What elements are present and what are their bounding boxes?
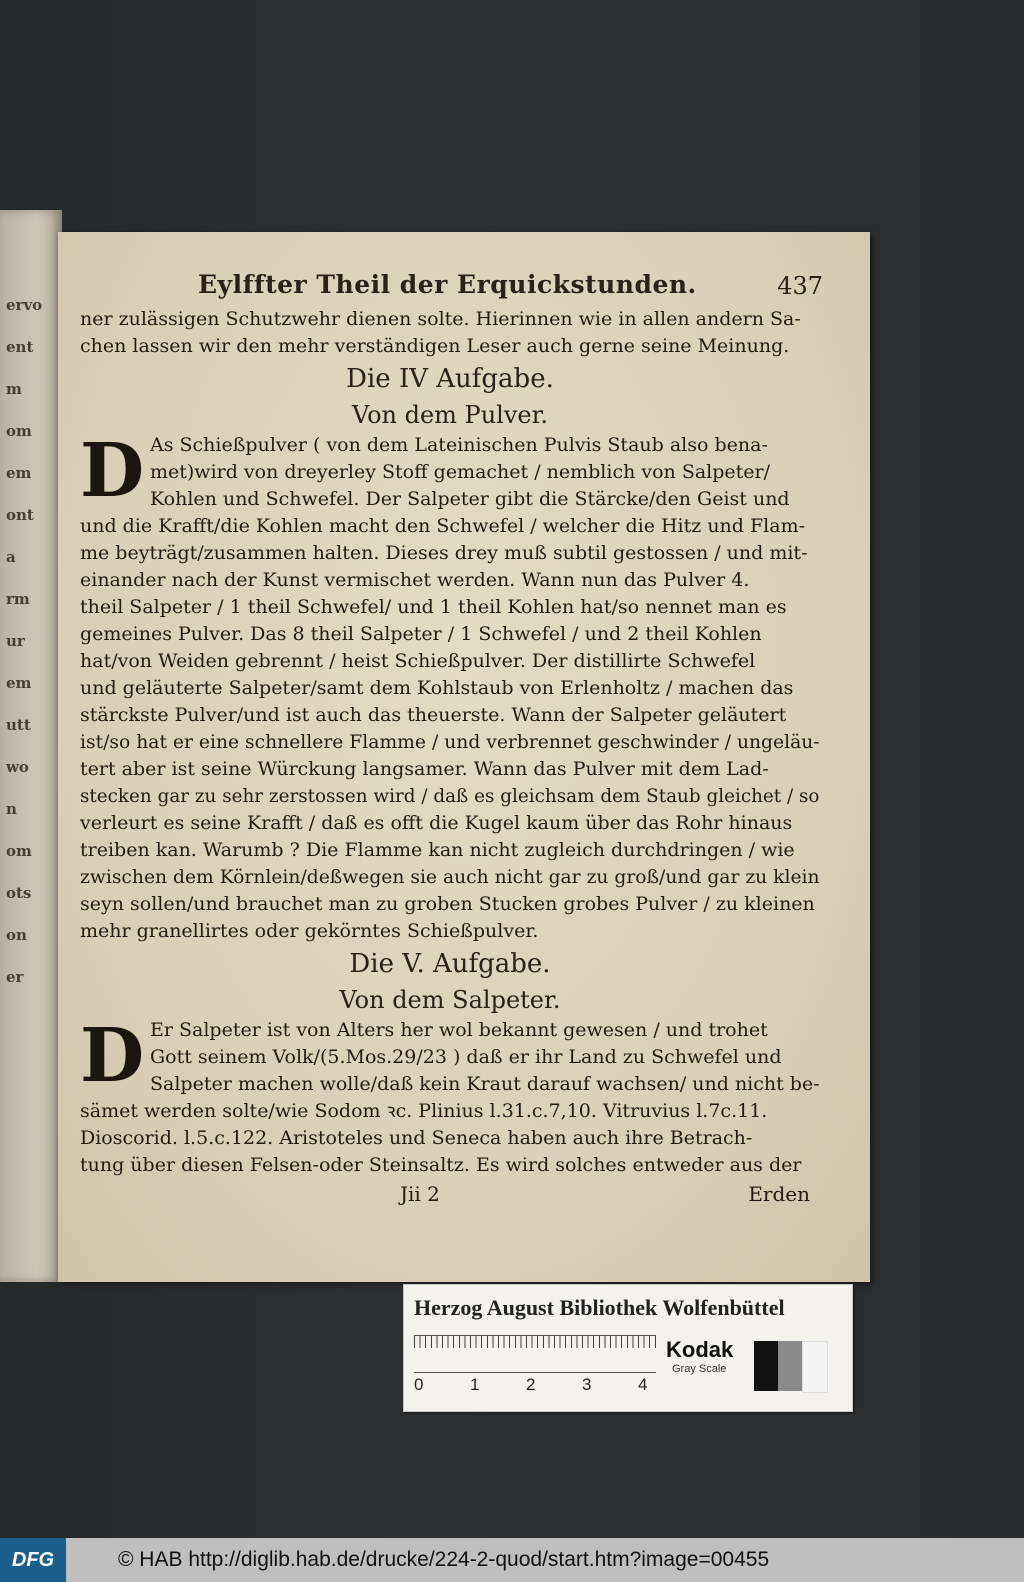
section-heading: Die IV Aufgabe. (346, 364, 554, 394)
text-line: me beyträgt/zusammen halten. Dieses drey muß subtil gestossen / und mit- (80, 542, 808, 564)
previous-page-fragment: wo (6, 758, 29, 776)
text-line: einander nach der Kunst vermischet werden. Wann nun das Pulver 4. (80, 569, 750, 591)
paragraph-salpeter (80, 1013, 820, 1179)
previous-page-fragment: n (6, 800, 17, 818)
text-line: treiben kan. Warumb ? Die Flamme kan nicht zugleich durchdringen / wie (80, 839, 795, 861)
section-subheading: Von dem Pulver. (351, 401, 549, 429)
text-line: stärckste Pulver/und ist auch das theuerste. Wann der Salpeter geläutert (80, 704, 787, 726)
gray-scale-label: Gray Scale (672, 1363, 727, 1375)
decorated-initial: D (80, 1013, 145, 1099)
text-line: Gott seinem Volk/(5.Mos.29/23 ) daß er ihr Land zu Schwefel und (150, 1046, 782, 1068)
text-line: und die Krafft/die Kohlen macht den Schwefel / welcher die Hitz und Flam- (80, 515, 806, 537)
catchword: Erden (748, 1182, 810, 1206)
text-line: gemeines Pulver. Das 8 theil Salpeter / 1 Schwefel / und 2 theil Kohlen (80, 623, 762, 645)
running-title: Eylffter Theil der Erquickstunden. (198, 270, 697, 299)
previous-page-fragment: om (6, 842, 32, 860)
text-line: Er Salpeter ist von Alters her wol bekannt gewesen / und trohet (150, 1019, 768, 1041)
previous-page-fragment: om (6, 422, 32, 440)
gray-swatch-white (802, 1341, 828, 1393)
gray-swatch-black (754, 1341, 778, 1391)
text-line: chen lassen wir den mehr verständigen Leser auch gerne seine Meinung. (80, 335, 790, 357)
previous-page-fragment: ur (6, 632, 25, 650)
decorated-initial: D (80, 428, 145, 514)
section-heading: Die V. Aufgabe. (349, 949, 551, 979)
previous-page-fragment: em (6, 674, 32, 692)
ruler-number: 3 (582, 1375, 592, 1394)
ruler (414, 1335, 656, 1397)
dfg-logo: DFG (0, 1538, 66, 1582)
paragraph-pulver (80, 428, 820, 945)
section-subheading: Von dem Salpeter. (339, 986, 561, 1014)
text-line: ist/so hat er eine schnellere Flamme / und verbrennet geschwinder / ungeläu- (80, 731, 820, 753)
text-line: ner zulässigen Schutzwehr dienen solte. Hierinnen wie in allen andern Sa- (80, 308, 801, 330)
body-text (80, 306, 820, 1209)
previous-page-fragment: on (6, 926, 27, 944)
previous-page-fragment: ent (6, 338, 34, 356)
ruler-number: 1 (470, 1375, 480, 1394)
page-number: 437 (777, 272, 823, 300)
library-name: Herzog August Bibliothek Wolfenbüttel (414, 1295, 785, 1320)
signature-mark: Jii 2 (400, 1182, 440, 1206)
previous-page-fragment: em (6, 464, 32, 482)
previous-page-edge (0, 210, 62, 1282)
text-line: tert aber ist seine Würckung langsamer. Wann das Pulver mit dem Lad- (80, 758, 769, 780)
text-line: Dioscorid. l.5.c.122. Aristoteles und Seneca haben auch ihre Betrach- (80, 1127, 753, 1149)
previous-page-fragment: utt (6, 716, 31, 734)
text-line: As Schießpulver ( von dem Lateinischen Pulvis Staub also bena- (150, 434, 768, 456)
text-line: met)wird von dreyerley Stoff gemachet / nemblich von Salpeter/ (150, 461, 771, 483)
text-line: zwischen dem Körnlein/deßwegen sie auch nicht gar zu groß/und gar zu klein (80, 866, 820, 888)
text-line: sämet werden solte/wie Sodom ꝛc. Plinius l.31.c.7,10. Vitruvius l.7c.11. (80, 1100, 768, 1122)
text-line: tung über diesen Felsen-oder Steinsaltz. Es wird solches entweder aus der (80, 1154, 802, 1176)
ruler-number: 0 (414, 1375, 424, 1394)
previous-page-fragment: er (6, 968, 24, 986)
text-line: hat/von Weiden gebrennt / heist Schießpulver. Der distillirte Schwefel (80, 650, 756, 672)
text-line: und geläuterte Salpeter/samt dem Kohlstaub von Erlenholtz / machen das (80, 677, 794, 699)
previous-page-fragment: a (6, 548, 16, 566)
running-head (198, 270, 823, 310)
signature-row (80, 1179, 820, 1209)
previous-page-fragment: ont (6, 506, 34, 524)
text-line: seyn sollen/und brauchet man zu groben Stucken grobes Pulver / zu kleinen (80, 893, 815, 915)
text-line: Salpeter machen wolle/daß kein Kraut darauf wachsen/ und nicht be- (150, 1073, 820, 1095)
gray-swatch-mid (778, 1341, 802, 1391)
kodak-brand: Kodak (666, 1337, 734, 1362)
ruler-ticks (414, 1335, 656, 1373)
text-line: stecken gar zu sehr zerstossen wird / daß es gleichsam dem Staub gleichet / so (80, 785, 820, 807)
ruler-number: 4 (638, 1375, 648, 1394)
book-page (58, 232, 870, 1282)
footer-credit: © HAB http://diglib.hab.de/drucke/224-2-quod/start.htm?image=00455 (118, 1548, 770, 1571)
text-line: mehr granellirtes oder gekörntes Schießpulver. (80, 920, 539, 942)
footer-bar (0, 1538, 1024, 1582)
previous-page-fragment: ots (6, 884, 32, 902)
text-line: verleurt es seine Krafft / daß es offt die Kugel kaum über das Rohr hinaus (80, 812, 793, 834)
color-calibration-card (403, 1284, 853, 1412)
previous-page-fragment: ervo (6, 296, 43, 314)
text-line: Kohlen und Schwefel. Der Salpeter gibt die Stärcke/den Geist und (150, 488, 790, 510)
text-line: theil Salpeter / 1 theil Schwefel/ und 1 theil Kohlen hat/so nennet man es (80, 596, 787, 618)
previous-page-fragment: m (6, 380, 22, 398)
ruler-number: 2 (526, 1375, 536, 1394)
previous-page-fragment: rm (6, 590, 30, 608)
